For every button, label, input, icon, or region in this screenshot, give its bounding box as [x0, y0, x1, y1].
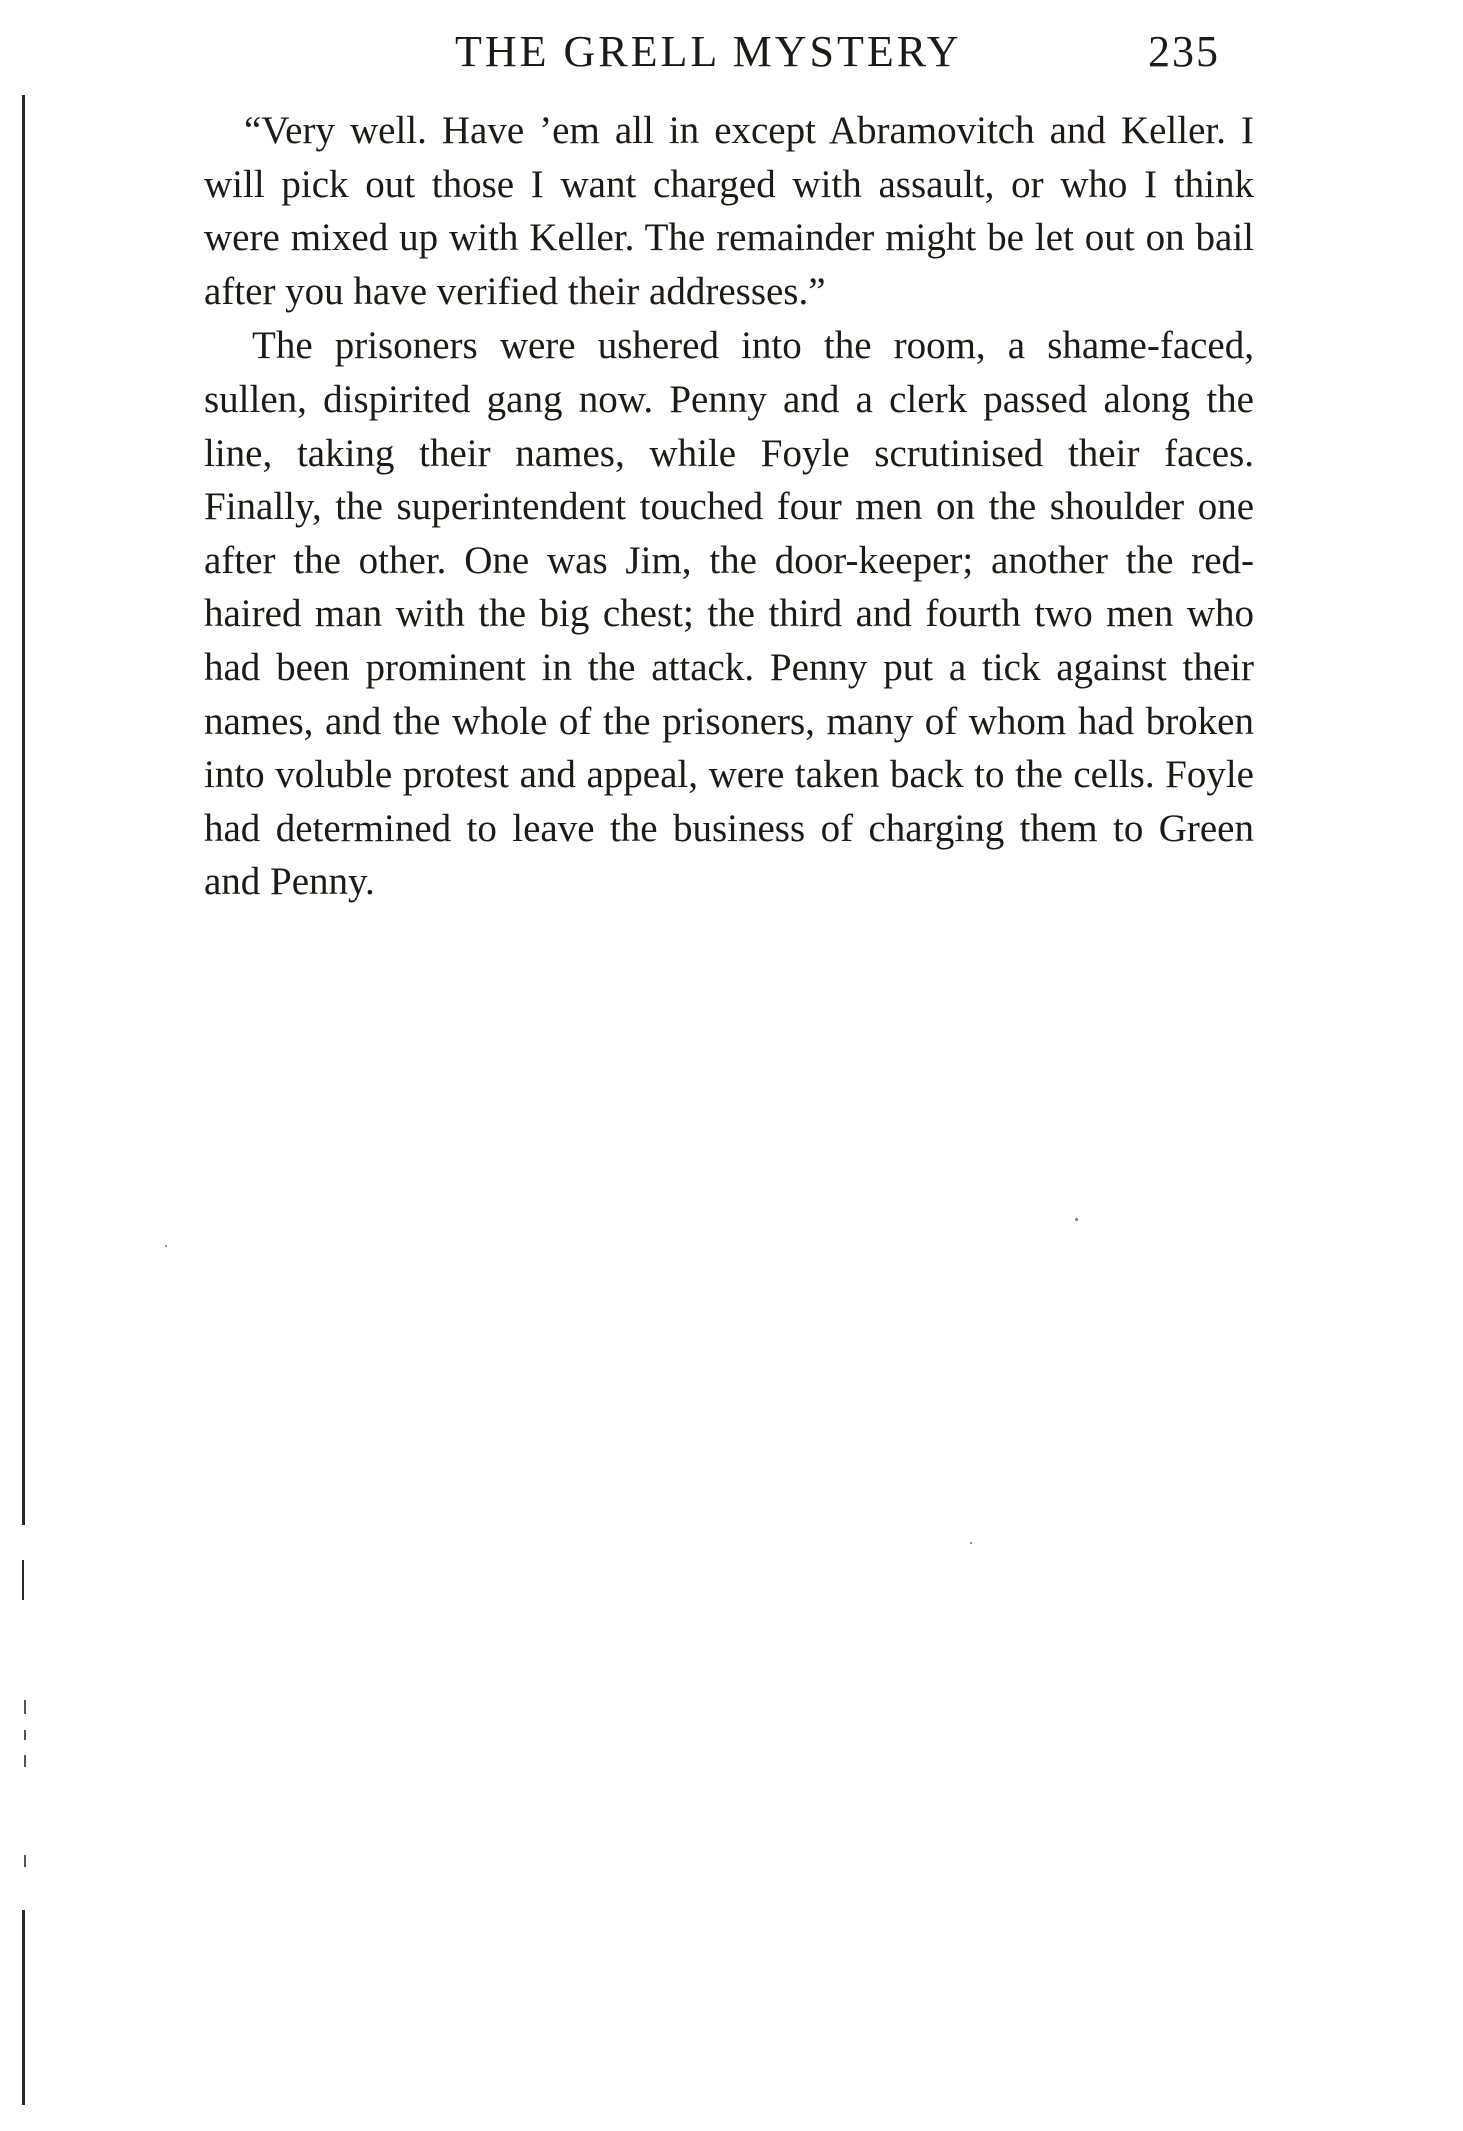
binding-edge-line	[22, 1560, 24, 1600]
binding-edge-line	[22, 95, 25, 1525]
scan-mark	[24, 1700, 26, 1714]
scan-mark	[24, 1755, 26, 1767]
page-number: 235	[1148, 27, 1220, 76]
binding-edge-line	[22, 1910, 25, 2105]
paragraph: The prisoners were ushered into the room, a shame-faced, sullen, dispirited gang now. Penny and a clerk passed along the line, taking their names, while Foyle scrutinised their faces. Finally, the superintendent touched four men on the shoulder one after the other. One was Jim, the door-keeper; another the red-haired man with the big chest; the third and fourth two men who had been prominent in the attack. Penny put a tick against their names, and the whole of the prisoners, many of whom had broken into voluble protest and appeal, were taken back to the cells. Foyle had determined to leave the business of charging them to Green and Penny.	[204, 324, 1254, 904]
body-text	[204, 104, 1254, 909]
scan-speck	[165, 1245, 167, 1247]
running-head: THE GRELL MYSTERY	[455, 27, 962, 76]
scan-mark	[24, 1855, 26, 1867]
scan-speck	[970, 1542, 972, 1544]
paragraph: “Very well. Have ’em all in except Abramovitch and Keller. I will pick out those I want charged with assault, or who I think were mixed up with Keller. The remainder might be let out on bail after you have verified their addresses.”	[204, 109, 1254, 313]
scan-speck	[1075, 1218, 1078, 1221]
page-header	[0, 26, 1463, 86]
scan-mark	[24, 1730, 26, 1740]
